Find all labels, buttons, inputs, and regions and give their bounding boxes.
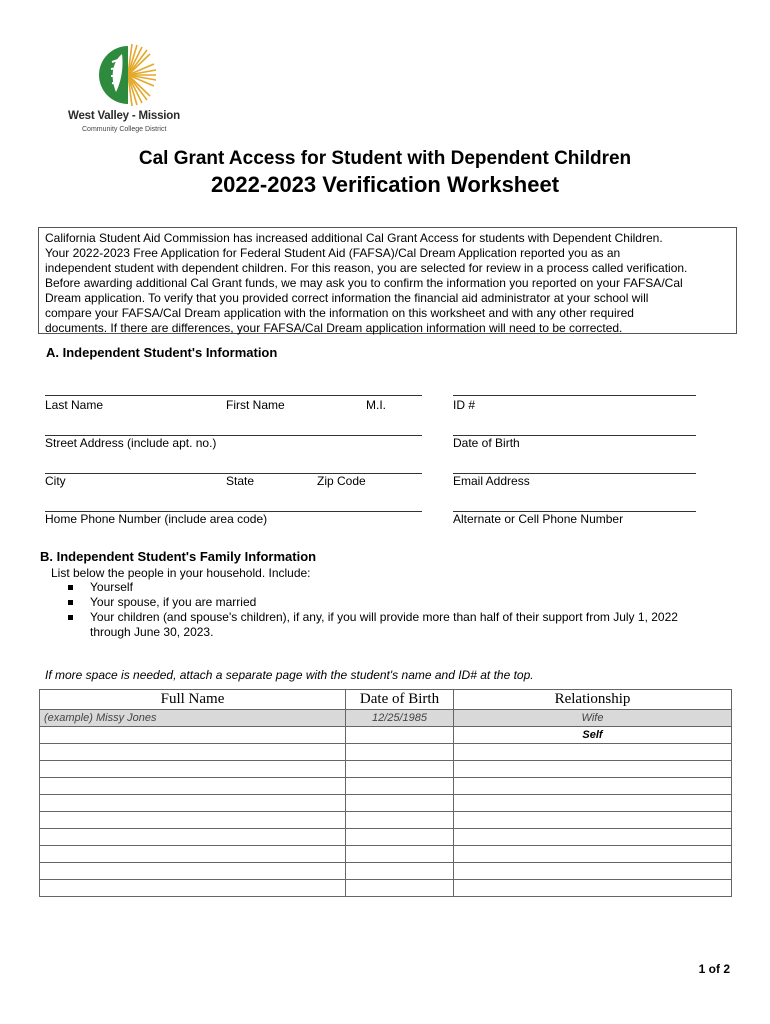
email-label: Email Address bbox=[453, 474, 530, 488]
name-cell[interactable] bbox=[40, 829, 346, 846]
table-row bbox=[40, 812, 732, 829]
home-phone-label: Home Phone Number (include area code) bbox=[45, 512, 268, 526]
intro-line: compare your FAFSA/Cal Dream application with the information on this worksheet and with any other required bbox=[45, 306, 634, 320]
dob-label: Date of Birth bbox=[453, 436, 520, 450]
intro-line: Dream application. To verify that you provided correct information the financial aid administrator at your school will bbox=[45, 291, 649, 305]
section-b-intro: List below the people in your household. Include: bbox=[51, 566, 311, 580]
bullet-square-icon bbox=[68, 615, 73, 620]
dob-cell[interactable] bbox=[346, 744, 454, 761]
dob-cell[interactable] bbox=[346, 829, 454, 846]
intro-line: independent student with dependent children. For this reason, you are selected for review in a process called verification. bbox=[45, 261, 688, 275]
page-number: 1 of 2 bbox=[698, 962, 730, 976]
header-dob: Date of Birth bbox=[346, 690, 454, 710]
intro-line: documents. If there are differences, your FAFSA/Cal Dream application information will need to be corrected. bbox=[45, 321, 623, 335]
relationship-cell[interactable] bbox=[454, 761, 732, 778]
name-cell[interactable] bbox=[40, 778, 346, 795]
name-cell[interactable] bbox=[40, 795, 346, 812]
name-cell[interactable] bbox=[40, 727, 346, 744]
relationship-cell[interactable] bbox=[454, 846, 732, 863]
name-field-line[interactable] bbox=[45, 395, 422, 396]
dob-cell[interactable] bbox=[346, 812, 454, 829]
dob-cell[interactable] bbox=[346, 761, 454, 778]
header-relationship: Relationship bbox=[454, 690, 732, 710]
dob-cell[interactable] bbox=[346, 778, 454, 795]
dob-cell[interactable] bbox=[346, 727, 454, 744]
dob-cell[interactable] bbox=[346, 846, 454, 863]
state-label: State bbox=[226, 474, 255, 488]
leaf-sun-logo-icon bbox=[94, 44, 158, 106]
example-row bbox=[40, 710, 732, 727]
intro-box bbox=[38, 227, 737, 334]
last-name-label: Last Name bbox=[45, 398, 104, 412]
table-row bbox=[40, 761, 732, 778]
city-label: City bbox=[45, 474, 66, 488]
dob-cell[interactable] bbox=[346, 880, 454, 897]
name-cell[interactable] bbox=[40, 812, 346, 829]
bullet-item bbox=[90, 610, 730, 625]
relationship-cell[interactable] bbox=[454, 795, 732, 812]
first-name-label: First Name bbox=[226, 398, 285, 412]
name-cell[interactable] bbox=[40, 846, 346, 863]
bullet-continuation: through June 30, 2023. bbox=[90, 625, 214, 639]
table-row bbox=[40, 727, 732, 744]
logo-name: West Valley - Mission bbox=[68, 110, 180, 122]
relationship-cell[interactable] bbox=[454, 829, 732, 846]
table-row bbox=[40, 880, 732, 897]
example-dob: 12/25/1985 bbox=[346, 710, 454, 727]
institution-logo bbox=[68, 44, 188, 140]
example-name: (example) Missy Jones bbox=[40, 710, 346, 727]
zip-label: Zip Code bbox=[317, 474, 366, 488]
table-row bbox=[40, 846, 732, 863]
section-a-heading: A. Independent Student's Information bbox=[46, 345, 278, 360]
mi-label: M.I. bbox=[366, 398, 386, 412]
table-row bbox=[40, 778, 732, 795]
intro-line: Before awarding additional Cal Grant funds, we may ask you to confirm the information you reported on your FAFSA/Cal bbox=[45, 276, 683, 290]
bullet-item bbox=[90, 595, 256, 610]
table-header-row bbox=[40, 690, 732, 710]
table-row bbox=[40, 863, 732, 880]
relationship-cell[interactable] bbox=[454, 880, 732, 897]
header-full-name: Full Name bbox=[40, 690, 346, 710]
relationship-cell[interactable] bbox=[454, 863, 732, 880]
name-cell[interactable] bbox=[40, 744, 346, 761]
form-subtitle: 2022-2023 Verification Worksheet bbox=[210, 172, 560, 197]
id-label: ID # bbox=[453, 398, 476, 412]
intro-line: California Student Aid Commission has increased additional Cal Grant Access for students with Dependent Children. bbox=[45, 231, 663, 245]
relationship-cell[interactable] bbox=[454, 812, 732, 829]
table-row bbox=[40, 829, 732, 846]
bullet-text: Yourself bbox=[90, 580, 133, 594]
space-note: If more space is needed, attach a separate page with the student's name and ID# at the top. bbox=[45, 668, 534, 682]
table-row bbox=[40, 795, 732, 812]
name-cell[interactable] bbox=[40, 761, 346, 778]
section-b-heading: B. Independent Student's Family Information bbox=[40, 549, 317, 564]
intro-line: Your 2022-2023 Free Application for Federal Student Aid (FAFSA)/Cal Dream Application reported you as an bbox=[45, 246, 621, 260]
relationship-cell[interactable] bbox=[454, 744, 732, 761]
self-relationship-cell: Self bbox=[454, 727, 732, 744]
table-row bbox=[40, 744, 732, 761]
name-cell[interactable] bbox=[40, 880, 346, 897]
id-field-line[interactable] bbox=[453, 395, 696, 396]
dob-cell[interactable] bbox=[346, 863, 454, 880]
family-table bbox=[39, 689, 732, 897]
street-label: Street Address (include apt. no.) bbox=[45, 436, 217, 450]
bullet-item bbox=[90, 580, 133, 595]
logo-subtitle: Community College District bbox=[82, 126, 167, 133]
relationship-cell[interactable] bbox=[454, 778, 732, 795]
form-title: Cal Grant Access for Student with Dependent Children bbox=[138, 148, 632, 169]
bullet-square-icon bbox=[68, 585, 73, 590]
bullet-square-icon bbox=[68, 600, 73, 605]
bullet-text: Your children (and spouse's children), if any, if you will provide more than half of their support from July 1, 2022 bbox=[90, 610, 678, 624]
bullet-text: Your spouse, if you are married bbox=[90, 595, 257, 609]
dob-cell[interactable] bbox=[346, 795, 454, 812]
alt-phone-label: Alternate or Cell Phone Number bbox=[453, 512, 624, 526]
example-relationship: Wife bbox=[454, 710, 732, 727]
name-cell[interactable] bbox=[40, 863, 346, 880]
